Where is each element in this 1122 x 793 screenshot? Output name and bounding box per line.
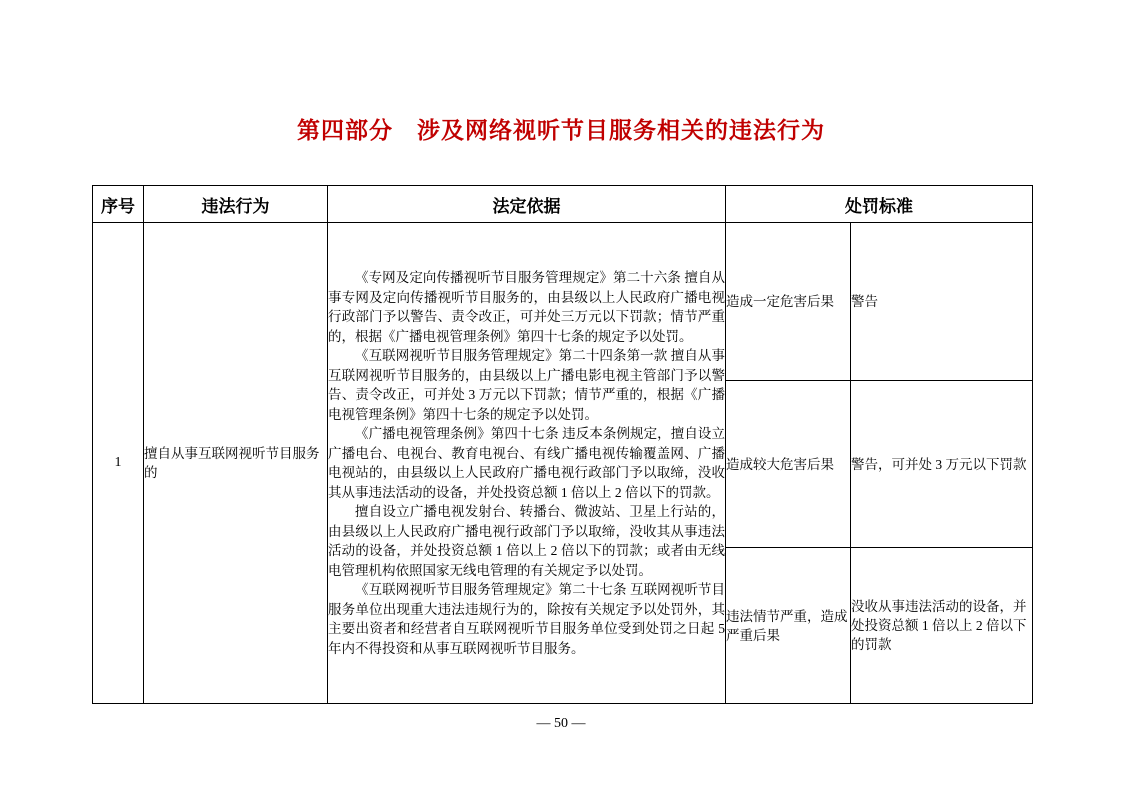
legal-basis-paragraph: 《专网及定向传播视听节目服务管理规定》第二十六条 擅自从事专网及定向传播视听节目服务的，由县级以上人民政府广播电视行政部门予以警告、责令改正，可并处三万元以下罚款；情节严重的，根据《广播电视管理条例》第四十七条的规定予以处罚。 — [328, 270, 725, 344]
header-penalty-standard: 处罚标准 — [726, 186, 1033, 223]
header-illegal-act: 违法行为 — [144, 186, 328, 223]
legal-basis-paragraph: 《互联网视听节目服务管理规定》第二十四条第一款 擅自从事互联网视听节目服务的，由县级以上广播电影电视主管部门予以警告、责令改正，可并处 3 万元以下罚款；情节严重的，根据《广播电视管理条例》第四十七条的规定予以处罚。 — [328, 348, 725, 422]
legal-basis-paragraph: 《广播电视管理条例》第四十七条 违反本条例规定，擅自设立广播电台、电视台、教育电视台、有线广播电视传输覆盖网、广播电视站的，由县级以上人民政府广播电视行政部门予以取缔，没收其从事违法活动的设备，并处投资总额 1 倍以上 2 倍以下的罚款。 — [328, 426, 725, 500]
page-number: — 50 — — [536, 716, 586, 731]
legal-basis-paragraph: 《互联网视听节目服务管理规定》第二十七条 互联网视听节目服务单位出现重大违法违规行为的，除按有关规定予以处罚外，其主要出资者和经营者自互联网视听节目服务单位受到处罚之日起 5 年内不得投资和从事互联网视听节目服务。 — [328, 582, 725, 656]
penalty-standard-cell: 警告，可并处 3 万元以下罚款 — [851, 381, 1033, 548]
penalty-condition-cell: 造成较大危害后果 — [726, 381, 851, 548]
table-row — [93, 223, 1033, 381]
penalty-condition-cell: 造成一定危害后果 — [726, 223, 851, 381]
violations-table — [92, 185, 1033, 704]
legal-basis-cell — [328, 223, 726, 704]
illegal-act-cell: 擅自从事互联网视听节目服务的 — [144, 223, 328, 704]
table-header-row — [93, 186, 1033, 223]
penalty-condition-cell: 违法情节严重，造成严重后果 — [726, 548, 851, 704]
page-title: 第四部分 涉及网络视听节目服务相关的违法行为 — [297, 118, 825, 143]
penalty-standard-cell: 警告 — [851, 223, 1033, 381]
header-legal-basis: 法定依据 — [328, 186, 726, 223]
legal-basis-paragraph: 擅自设立广播电视发射台、转播台、微波站、卫星上行站的，由县级以上人民政府广播电视行政部门予以取缔，没收其从事违法活动的设备，并处投资总额 1 倍以上 2 倍以下的罚款；或者由无线电管理机构依照国家无线电管理的有关规定予以处罚。 — [328, 504, 725, 578]
row-index-cell: 1 — [93, 223, 144, 704]
penalty-standard-cell: 没收从事违法活动的设备，并处投资总额 1 倍以上 2 倍以下的罚款 — [851, 548, 1033, 704]
header-index: 序号 — [93, 186, 144, 223]
